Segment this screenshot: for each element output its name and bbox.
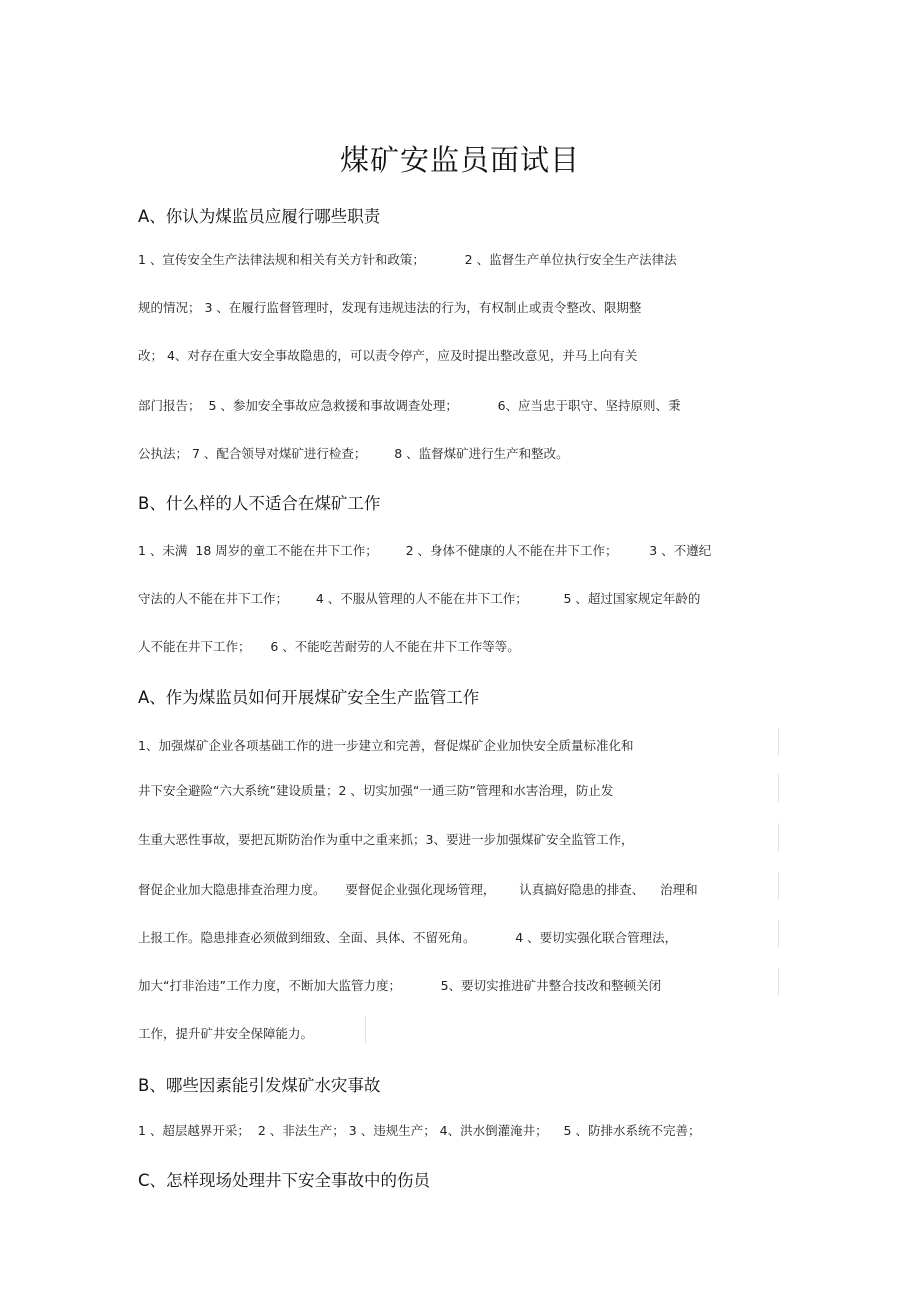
paragraph-line: 1、加强煤矿企业各项基础工作的进一步建立和完善，督促煤矿企业加快安全质量标准化和	[138, 738, 634, 753]
faint-vertical-rule	[778, 728, 779, 756]
paragraph-line: 督促企业加大隐患排查治理力度。 要督促企业强化现场管理， 认真搞好隐患的排查、 治理和	[138, 882, 698, 897]
paragraph-line: 加大“打非治违”工作力度，不断加大监管力度； 5、要切实推进矿井整合技改和整顿关闭	[138, 978, 662, 993]
paragraph-line: 上报工作。隐患排查必须做到细致、全面、具体、不留死角。 4 、要切实强化联合管理法，	[138, 930, 678, 945]
paragraph-line: 1 、未满 18 周岁的童工不能在井下工作； 2 、身体不健康的人不能在井下工作； 3 、不遵纪	[138, 543, 712, 558]
section-heading-unsuitable-workers: B、什么样的人不适合在煤矿工作	[138, 494, 381, 513]
paragraph-line: 规的情况； 3 、在履行监督管理时，发现有违规违法的行为，有权制止或责令整改、限期整	[138, 300, 642, 315]
paragraph-line: 1 、超层越界开采； 2 、非法生产； 3 、违规生产； 4、洪水倒灌淹井； 5 、防排水系统不完善；	[138, 1123, 701, 1138]
section-heading-flood-causes: B、哪些因素能引发煤矿水灾事故	[138, 1076, 381, 1095]
section-heading-supervision: A、作为煤监员如何开展煤矿安全生产监管工作	[138, 688, 480, 707]
section-heading-casualty-handling: C、怎样现场处理井下安全事故中的伤员	[138, 1171, 431, 1190]
faint-vertical-rule	[365, 1016, 366, 1044]
paragraph-line: 生重大恶性事故，要把瓦斯防治作为重中之重来抓；3、要进一步加强煤矿安全监管工作，	[138, 832, 634, 847]
paragraph-line: 改； 4、对存在重大安全事故隐患的，可以责令停产，应及时提出整改意见，并马上向有关	[138, 348, 638, 363]
paragraph-line: 守法的人不能在井下工作； 4 、不服从管理的人不能在井下工作； 5 、超过国家规定年龄的	[138, 591, 701, 606]
faint-vertical-rule	[778, 872, 779, 900]
paragraph-line: 工作，提升矿井安全保障能力。	[138, 1026, 314, 1041]
paragraph-line: 1 、宣传安全生产法律法规和相关有关方针和政策； 2 、监督生产单位执行安全生产法律法	[138, 252, 677, 267]
faint-vertical-rule	[778, 823, 779, 851]
faint-vertical-rule	[778, 920, 779, 948]
paragraph-line: 井下安全避险“六大系统”建设质量；2 、切实加强“一通三防”管理和水害治理，防止发	[138, 783, 614, 798]
document-title: 煤矿安监员面试目	[339, 143, 580, 177]
faint-vertical-rule	[778, 968, 779, 996]
faint-vertical-rule	[778, 774, 779, 802]
paragraph-line: 人不能在井下工作； 6 、不能吃苦耐劳的人不能在井下工作等等。	[138, 639, 520, 654]
paragraph-line: 公执法； 7 、配合领导对煤矿进行检查； 8 、监督煤矿进行生产和整改。	[138, 446, 569, 461]
section-heading-duties: A、你认为煤监员应履行哪些职责	[138, 207, 381, 226]
paragraph-line: 部门报告； 5 、参加安全事故应急救援和事故调查处理； 6、应当忠于职守、坚持原则、秉	[138, 398, 681, 413]
